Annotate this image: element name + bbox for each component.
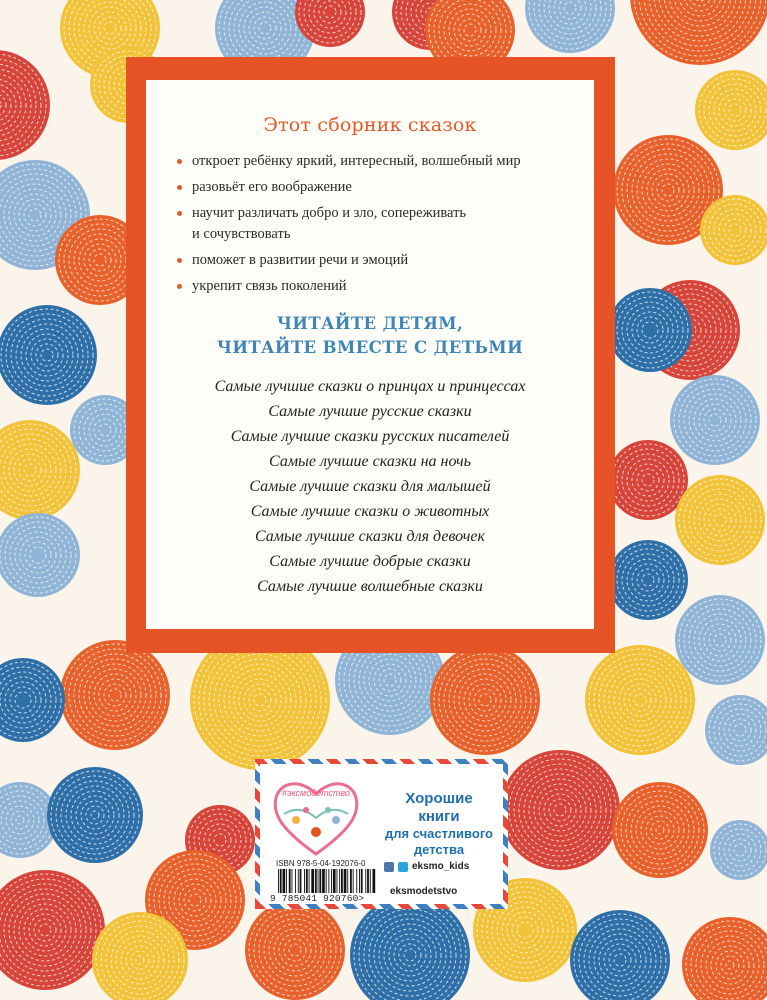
slogan-line-1: ЧИТАЙТЕ ДЕТЯМ, [276,314,464,333]
polka-dot [0,658,65,742]
barcode-bar [289,869,291,893]
benefit-item [176,276,586,297]
polka-dot [608,440,688,520]
heart-emblem-icon [270,774,362,858]
publisher-sticker [255,759,508,909]
barcode-bar [304,869,305,893]
barcode-number [270,893,364,904]
barcode-icon [276,869,376,893]
barcode-bar [367,869,369,893]
good-books-line-3: для счастливого [385,826,493,841]
barcode-bar [328,869,329,893]
barcode-bar [322,869,325,893]
barcode-bar [333,869,336,893]
isbn-label: ISBN 978-5-04-192076-0 [276,859,366,868]
polka-dot [245,900,345,1000]
telegram-icon [398,862,408,872]
polka-dot [630,0,767,65]
polka-dot [60,640,170,750]
barcode-bar [318,869,319,893]
barcode-bar [337,869,338,893]
series-title: Самые лучшие сказки русских писателей [230,428,510,445]
benefit-item-continued [176,224,586,245]
barcode-bar [331,869,332,893]
barcode-bar [283,869,286,893]
barcode-bar [373,869,376,893]
polka-dot [0,870,105,990]
benefit-item [176,151,586,172]
series-title: Самые лучшие сказки о принцах и принцессах [214,378,526,395]
polka-dot [585,645,695,755]
polka-dot [682,917,767,1000]
barcode-bar [356,869,357,893]
polka-dot [47,767,143,863]
series-title: Самые лучшие сказки на ночь [269,453,471,470]
barcode-bar [347,869,348,893]
collection-intro-title: Этот сборник сказок [263,114,477,136]
bullet-dot-icon [177,159,182,164]
benefit-text: научит различать добро и зло, сопереживать [192,205,467,221]
benefits-list [176,151,586,302]
good-books-line-2: книги [418,808,460,825]
website-label: eksmodetstvo [390,886,458,897]
polka-dot [695,70,767,150]
bullet-dot-icon [177,284,182,289]
benefit-text: и сочувствовать [192,226,291,242]
polka-dot [700,195,767,265]
barcode-bar [359,869,360,893]
bullet-dot-icon [177,258,182,263]
barcode-bar [353,869,354,893]
info-panel [146,80,594,629]
barcode-bar [350,869,352,893]
good-books-line-1: Хорошие [405,790,473,807]
series-title: Самые лучшие русские сказки [268,403,472,420]
polka-dot [350,895,470,1000]
polka-dot [570,910,670,1000]
good-books-slogan [380,790,498,858]
polka-dot [710,820,767,880]
barcode-bar [309,869,310,893]
series-title: Самые лучшие сказки о животных [250,503,490,520]
polka-dot [0,420,80,520]
barcode-bar [315,869,317,893]
series-title: Самые лучшие сказки для малышей [249,478,491,495]
barcode-bar [365,869,366,893]
barcode-bar [326,869,327,893]
barcode-bar [286,869,287,893]
info-panel-frame [126,57,615,653]
polka-dot [608,540,688,620]
barcode-bar [339,869,340,893]
polka-dot [0,50,50,160]
benefit-item [176,177,586,198]
bullet-dot-icon [177,185,182,190]
barcode-bar [292,869,293,893]
good-books-line-4: детства [413,842,465,857]
social-links [384,861,469,872]
benefit-text: разовьёт его воображение [192,179,352,195]
polka-dot [608,288,692,372]
polka-dot [0,513,80,597]
polka-dot [612,782,708,878]
polka-dot [500,750,620,870]
barcode-bar [298,869,299,893]
barcode-digits: 9 785041 920760 [270,893,359,904]
polka-dot [0,305,97,405]
polka-dot [705,695,767,765]
barcode-bar [278,869,279,893]
bullet-dot-icon [177,211,182,216]
social-handle: eksmo_kids [412,861,470,872]
slogan-line-2: ЧИТАЙТЕ ВМЕСТЕ С ДЕТЬМИ [216,338,524,357]
polka-dot [675,595,765,685]
barcode-bar [361,869,363,893]
benefit-text: откроет ребёнку яркий, интересный, волшебный мир [192,153,521,169]
barcode-bar [319,869,321,893]
series-title: Самые лучшие сказки для девочек [255,528,485,545]
barcode-bar [344,869,347,893]
series-title: Самые лучшие добрые сказки [269,553,471,570]
polka-dot [670,375,760,465]
barcode-bar [295,869,296,893]
barcode-bar [280,869,282,893]
barcode-bar [300,869,302,893]
vk-icon [384,862,394,872]
social-row [384,861,469,872]
barcode-bar [341,869,343,893]
series-title-list [146,374,594,599]
barcode-bar [311,869,314,893]
polka-dot [525,0,615,53]
barcode-bar [306,869,308,893]
benefit-text: поможет в развитии речи и эмоций [192,252,409,268]
hashtag-text: #эксмодетство [281,788,351,798]
benefit-item [176,203,586,224]
barcode-bar [370,869,371,893]
benefit-item [176,250,586,271]
benefit-text: укрепит связь поколений [192,278,347,294]
series-title: Самые лучшие волшебные сказки [257,578,483,595]
polka-dot [430,645,540,755]
read-to-children-slogan [146,312,594,360]
barcode-mark: > [358,893,365,904]
polka-dot [675,475,765,565]
